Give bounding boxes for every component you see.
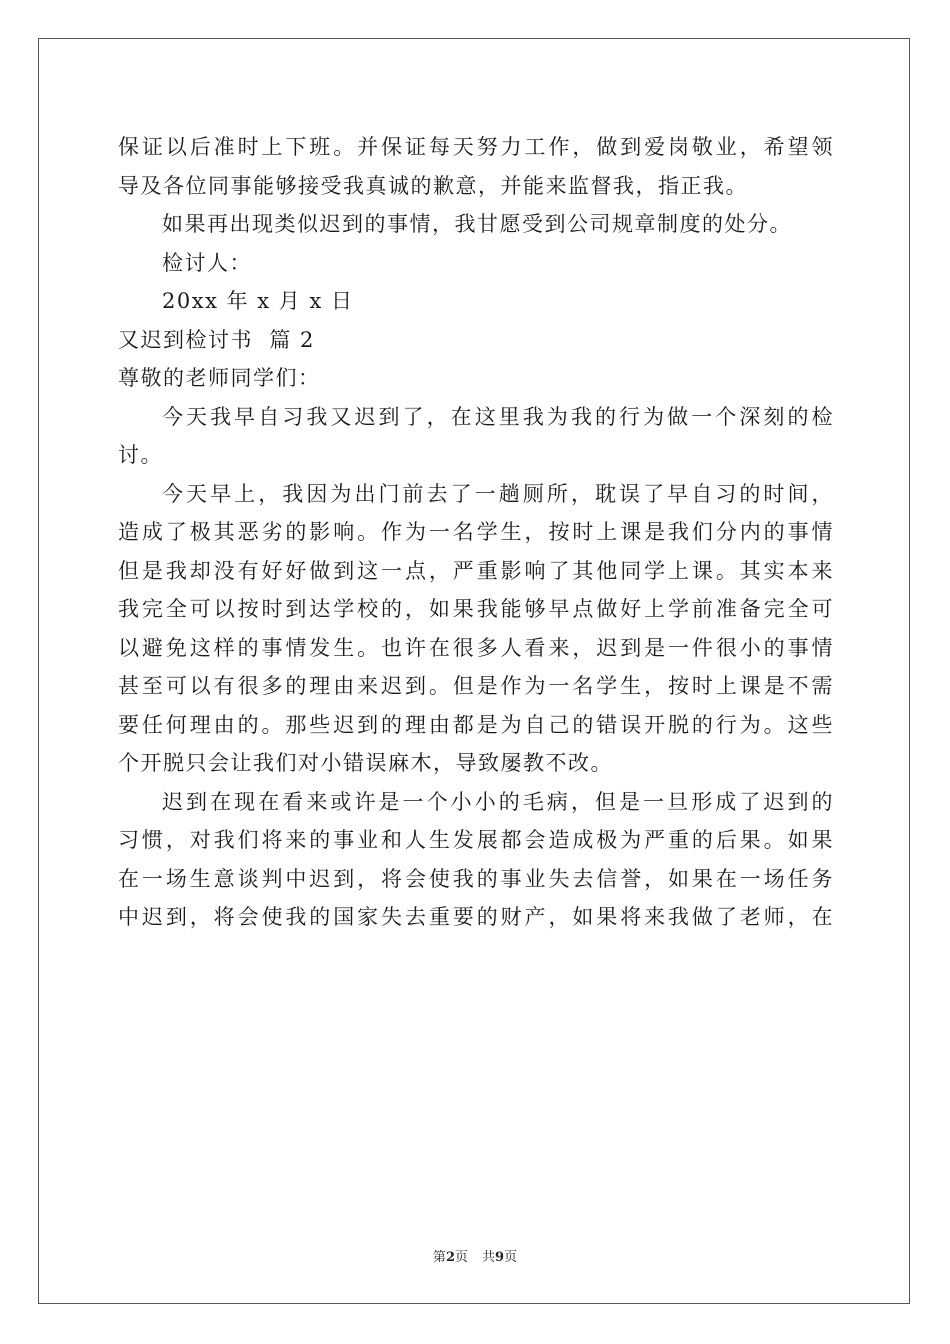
total-prefix: 共 [482,1250,496,1265]
text-line: 个开脱只会让我们对小错误麻木，导致屡教不改。 [118,751,613,775]
text-line: 造成了极其恶劣的影响。作为一名学生，按时上课是我们分内的事情 [118,520,834,544]
date-line: 20xx 年 x 月 x 日 [162,289,354,313]
page-prefix: 第 [432,1250,446,1265]
text-line: 如果再出现类似迟到的事情，我甘愿受到公司规章制度的处分。 [162,212,792,236]
salutation: 尊敬的老师同学们： [118,366,321,390]
text-line: 今天我早自习我又迟到了，在这里我为我的行为做一个深刻的检 [162,404,834,429]
section-heading: 又迟到检讨书 篇 2 [118,327,315,352]
text-line: 导及各位同事能够接受我真诚的歉意，并能来监督我，指正我。 [118,173,748,198]
signature-label: 检讨人： [162,250,252,275]
page-footer [0,1246,950,1265]
text-line: 但是我却没有好好做到这一点，严重影响了其他同学上课。其实本来 [118,558,834,583]
text-line: 保证以后准时上下班。并保证每天努力工作，做到爱岗敬业，希望领 [118,135,834,159]
text-line: 我完全可以按时到达学校的，如果我能够早点做好上学前准备完全可 [118,597,834,621]
document-body [118,128,834,937]
text-line: 习惯，对我们将来的事业和人生发展都会造成极为严重的后果。如果 [118,828,834,852]
page-current: 2 [445,1250,455,1265]
text-line: 在一场生意谈判中迟到，将会使我的事业失去信誉，如果在一场任务 [118,866,834,891]
page-suffix: 页 [454,1250,468,1265]
text-line: 以避免这样的事情发生。也许在很多人看来，迟到是一件很小的事情 [118,635,834,660]
text-line: 讨。 [118,443,163,467]
page-total: 9 [495,1250,505,1265]
text-line: 迟到在现在看来或许是一个小小的毛病，但是一旦形成了迟到的 [162,789,834,814]
text-line: 甚至可以有很多的理由来迟到。但是作为一名学生，按时上课是不需 [118,674,834,698]
text-line: 今天早上，我因为出门前去了一趟厕所，耽误了早自习的时间， [162,481,834,506]
text-line: 要任何理由的。那些迟到的理由都是为自己的错误开脱的行为。这些 [118,712,834,737]
total-suffix: 页 [504,1250,518,1265]
text-line: 中迟到，将会使我的国家失去重要的财产，如果将来我做了老师，在 [118,905,834,929]
